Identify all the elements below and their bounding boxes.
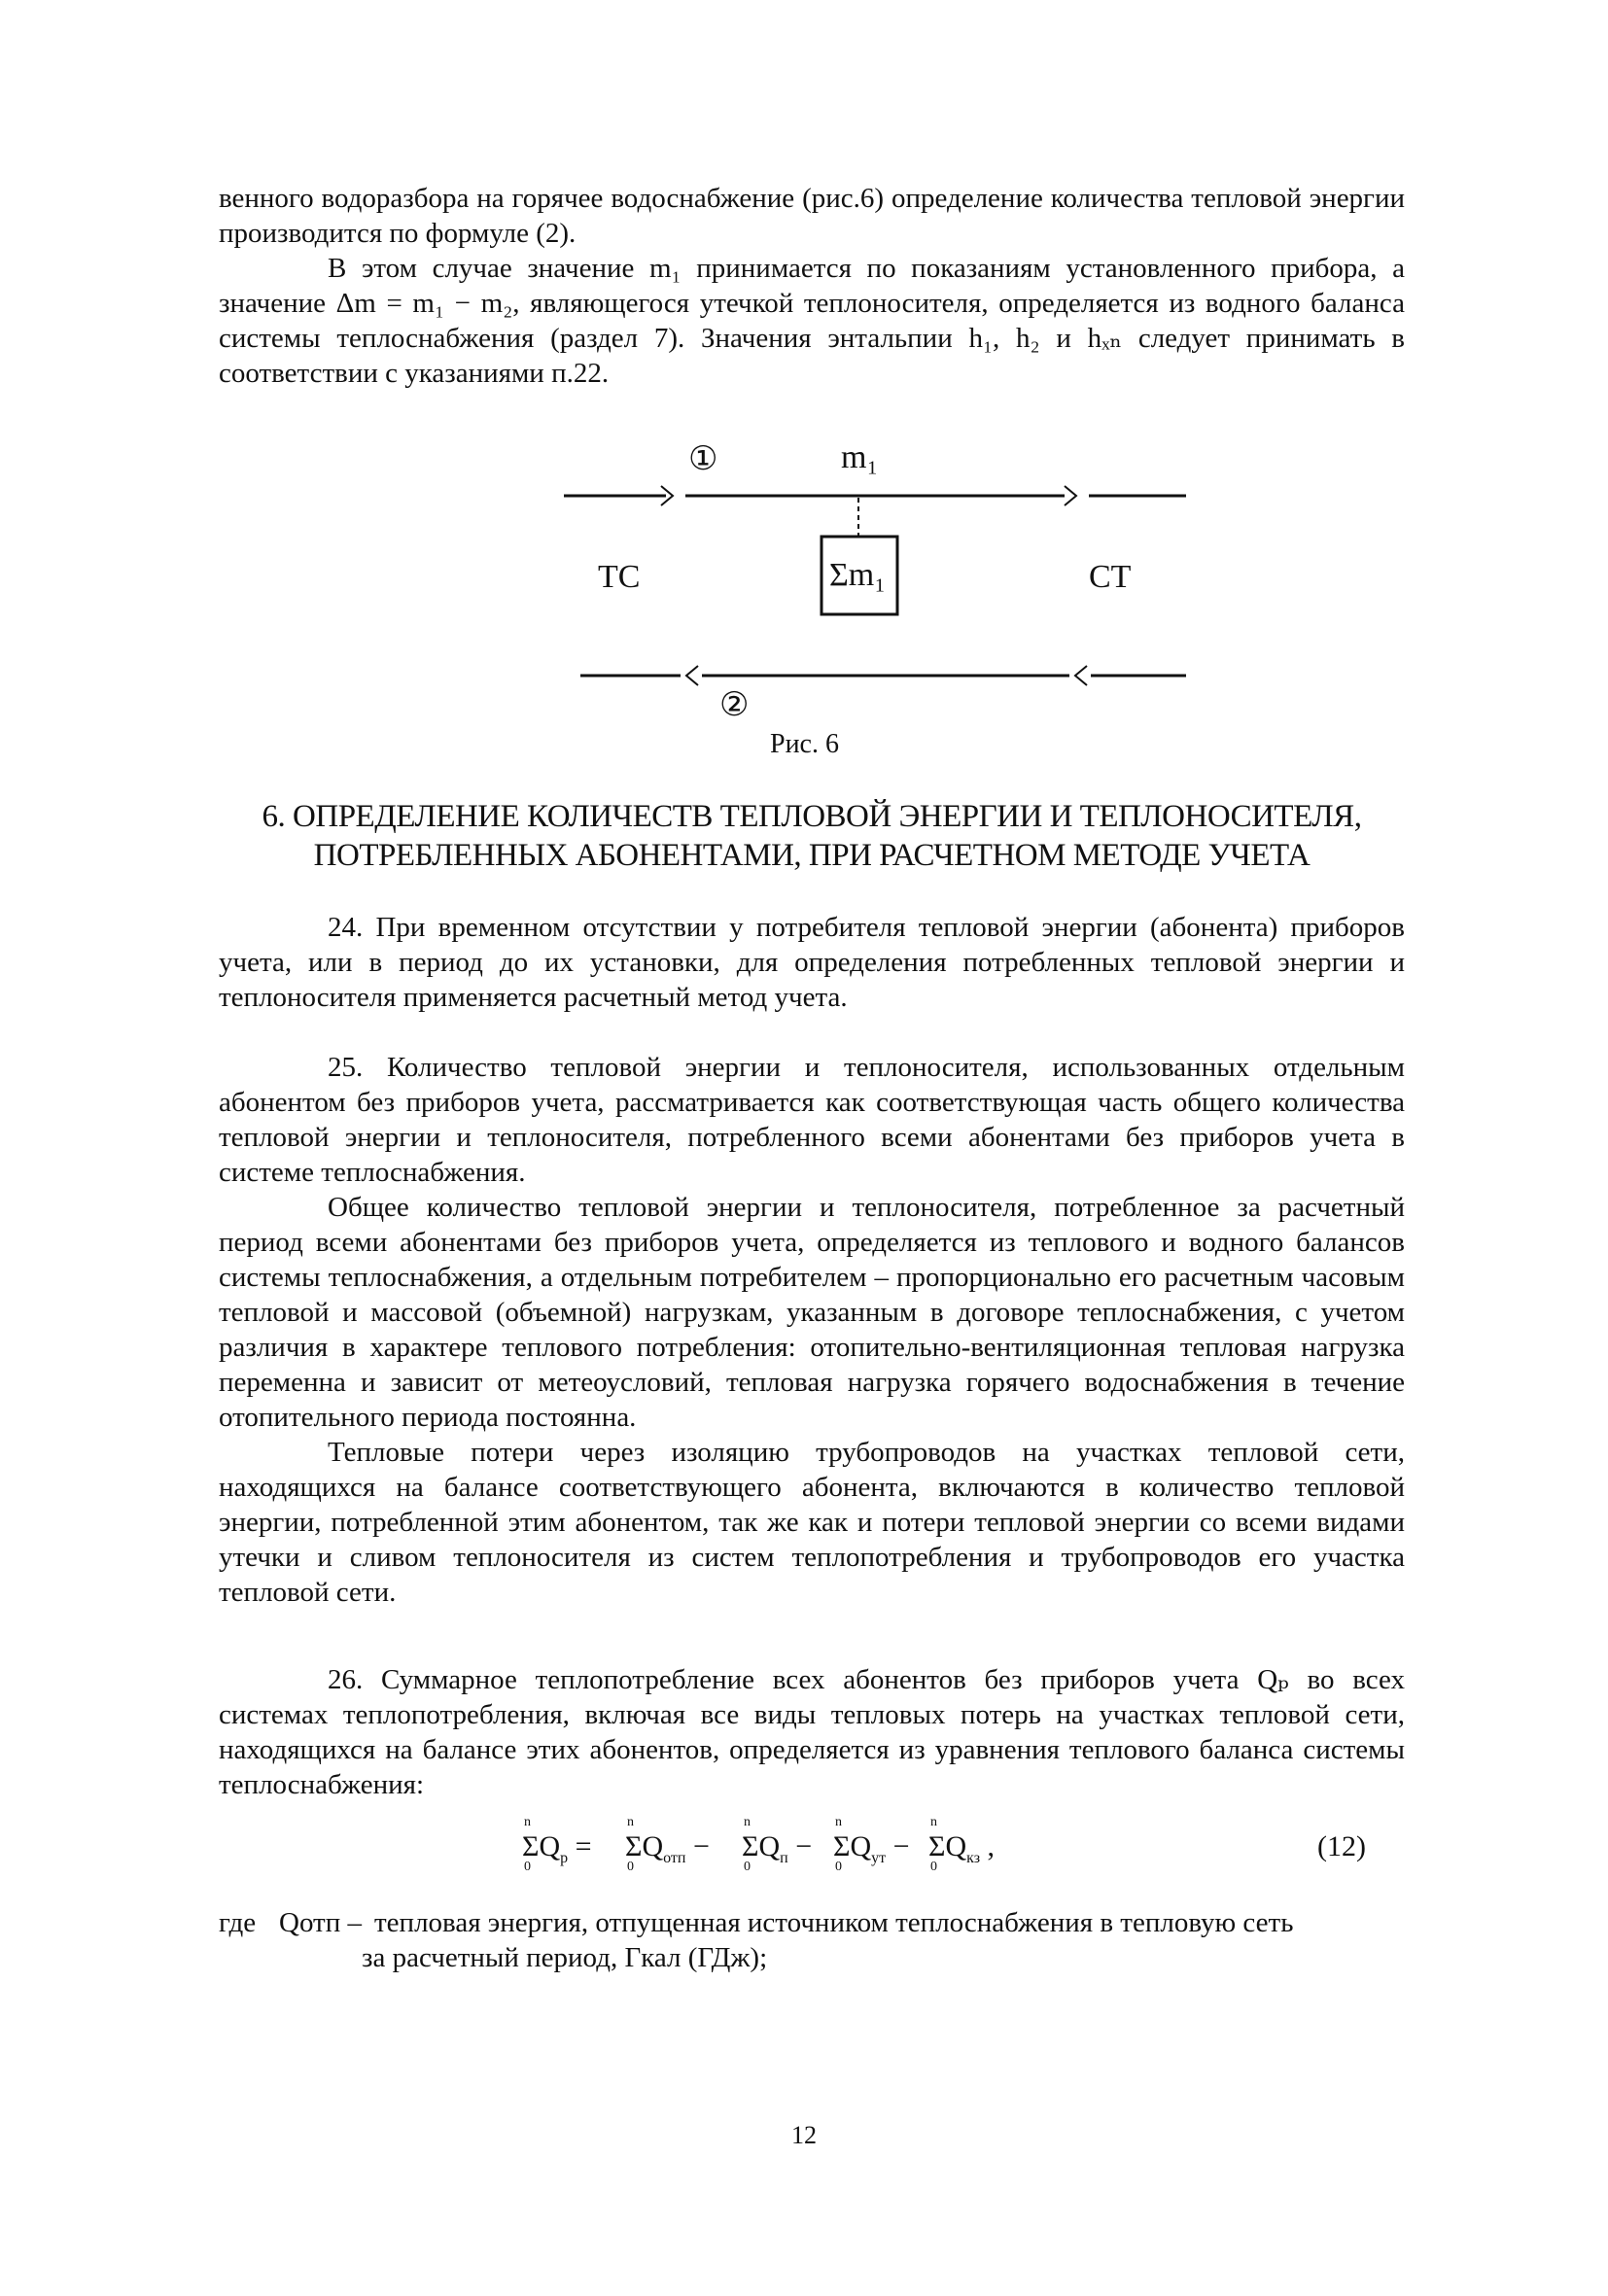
limit-upper: n — [744, 1815, 751, 1829]
where-dash: – — [347, 1907, 363, 1938]
supply-arrow-2 — [1065, 486, 1076, 505]
m1-label: m₁ — [841, 439, 879, 475]
sigma: Σ — [625, 1830, 643, 1862]
section-heading — [219, 797, 1405, 875]
q-subscript: кз — [966, 1850, 981, 1866]
paragraph-total-quantity: Общее количество тепловой энергии и теплоносителя, потребленное за расчетный период всеми абонентами без приборов учета, определяется из теплового и водного балансов системы теплоснабжения, а отдельным потребителем – пропорционально его расчетным часовым тепловой и массовой (объемной) нагрузкам, указанным в договоре теплоснабжения, с учетом различия в характере теплового потребления: отопительно-вентиляционная тепловая нагрузка переменна и зависит от метеоусловий, тепловая нагрузка горячего водоснабжения в течение отопительного периода постоянна. — [219, 1192, 1405, 1433]
where-word: где — [219, 1907, 257, 1938]
operator: = — [575, 1830, 592, 1862]
sigma: Σ — [928, 1830, 946, 1862]
figure-6 — [564, 428, 1186, 778]
limit-lower: 0 — [835, 1860, 842, 1874]
q-symbol: Q — [850, 1830, 872, 1862]
paragraph-24-block — [219, 910, 1405, 1015]
formula-term-qp — [522, 1815, 592, 1874]
q-symbol: Q — [758, 1830, 781, 1862]
paragraph-25: 25. Количество тепловой энергии и теплоносителя, использованных отдельным абонентом без приборов учета, рассматривается как соответствующая часть общего количества тепловой энергии и теплоносителя, потребленного всеми абонентами без приборов учета в системе теплоснабжения. — [219, 1052, 1405, 1188]
sigma: Σ — [833, 1830, 851, 1862]
limit-upper: n — [627, 1815, 634, 1829]
where-definition-line-2: за расчетный период, Гкал (ГДж); — [362, 1942, 768, 1973]
operator: − — [795, 1830, 813, 1862]
return-arrow-1 — [686, 666, 698, 685]
limit-upper: n — [835, 1815, 842, 1829]
formula-12 — [219, 1813, 1405, 1910]
return-arrow-2 — [1075, 666, 1087, 685]
ct-label: СТ — [1089, 559, 1132, 595]
limit-lower: 0 — [627, 1860, 634, 1874]
q-symbol: Q — [642, 1830, 664, 1862]
top-paragraphs — [219, 181, 1405, 391]
paragraph-26-block — [219, 1662, 1405, 1802]
q-subscript: р — [560, 1850, 569, 1866]
heading-line-2: ПОТРЕБЛЕННЫХ АБОНЕНТАМИ, ПРИ РАСЧЕТНОМ МЕТОДЕ УЧЕТА — [313, 838, 1311, 873]
paragraph-26: 26. Суммарное теплопотребление всех абонентов без приборов учета Qₚ во всех системах теплопотребления, включая все виды тепловых потерь на участках тепловой сети, находящихся на балансе этих абонентов, определяется из уравнения теплового баланса системы теплоснабжения: — [219, 1664, 1405, 1800]
q-symbol: Q — [945, 1830, 967, 1862]
q-subscript: ут — [871, 1850, 887, 1866]
where-symbol-text: Qотп — [279, 1907, 341, 1938]
formula-term-qotp — [625, 1815, 710, 1874]
limit-lower: 0 — [524, 1860, 531, 1874]
sum-m1-label: Σm₁ — [829, 557, 887, 593]
paragraph-heat-losses: Тепловые потери через изоляцию трубопроводов на участках тепловой сети, находящихся на балансе соответствующего абонента, включаются в количество тепловой энергии, потребленной этим абонентом, так же как и потери тепловой энергии со всеми видами утечки и сливом теплоносителя из систем теплопотребления и трубопроводов его участка тепловой сети. — [219, 1437, 1405, 1608]
q-symbol: Q — [539, 1830, 561, 1862]
sigma: Σ — [742, 1830, 759, 1862]
where-definition-line-1: тепловая энергия, отпущенная источником теплоснабжения в тепловую сеть — [374, 1907, 1294, 1938]
sigma: Σ — [522, 1830, 540, 1862]
paragraph-continuation: венного водоразбора на горячее водоснабжение (рис.6) определение количества тепловой энергии производится по формуле (2). — [219, 183, 1405, 249]
q-subscript: отп — [663, 1850, 686, 1866]
circle-2-label: ② — [719, 687, 750, 723]
tc-label: ТС — [598, 559, 641, 595]
where-symbol — [279, 1905, 362, 1940]
figure-caption: Рис. 6 — [770, 729, 839, 759]
q-subscript: п — [780, 1850, 788, 1866]
operator: , — [987, 1830, 996, 1862]
circle-1-label: ① — [688, 441, 718, 477]
paragraph-24: 24. При временном отсутствии у потребителя тепловой энергии (абонента) приборов учета, или в период до их установки, для определения потребленных тепловой энергии и теплоносителя применяется расчетный метод учета. — [219, 912, 1405, 1013]
formula-term-qut — [833, 1815, 910, 1874]
operator: − — [892, 1830, 910, 1862]
limit-upper: n — [524, 1815, 531, 1829]
operator: − — [692, 1830, 710, 1862]
formula-term-qp-losses — [742, 1815, 813, 1874]
paragraph-25-block — [219, 1050, 1405, 1610]
figure-6-lines — [564, 428, 1186, 778]
formula-term-qkz — [928, 1815, 996, 1874]
heading-line-1: 6. ОПРЕДЕЛЕНИЕ КОЛИЧЕСТВ ТЕПЛОВОЙ ЭНЕРГИИ И ТЕПЛОНОСИТЕЛЯ, — [262, 799, 1362, 834]
limit-upper: n — [930, 1815, 937, 1829]
page-number: 12 — [791, 2121, 817, 2149]
limit-lower: 0 — [744, 1860, 751, 1874]
equation-number: (12) — [1317, 1830, 1366, 1862]
paragraph-m1-value: В этом случае значение m₁ принимается по показаниям установленного прибора, а значение Δm = m₁ − m₂, являющегося утечкой теплоносителя, определяется из водного баланса системы теплоснабжения (раздел 7). Значения энтальпии h₁, h₂ и hₓₙ следует принимать в соответствии с указаниями п.22. — [219, 253, 1405, 389]
limit-lower: 0 — [930, 1860, 937, 1874]
